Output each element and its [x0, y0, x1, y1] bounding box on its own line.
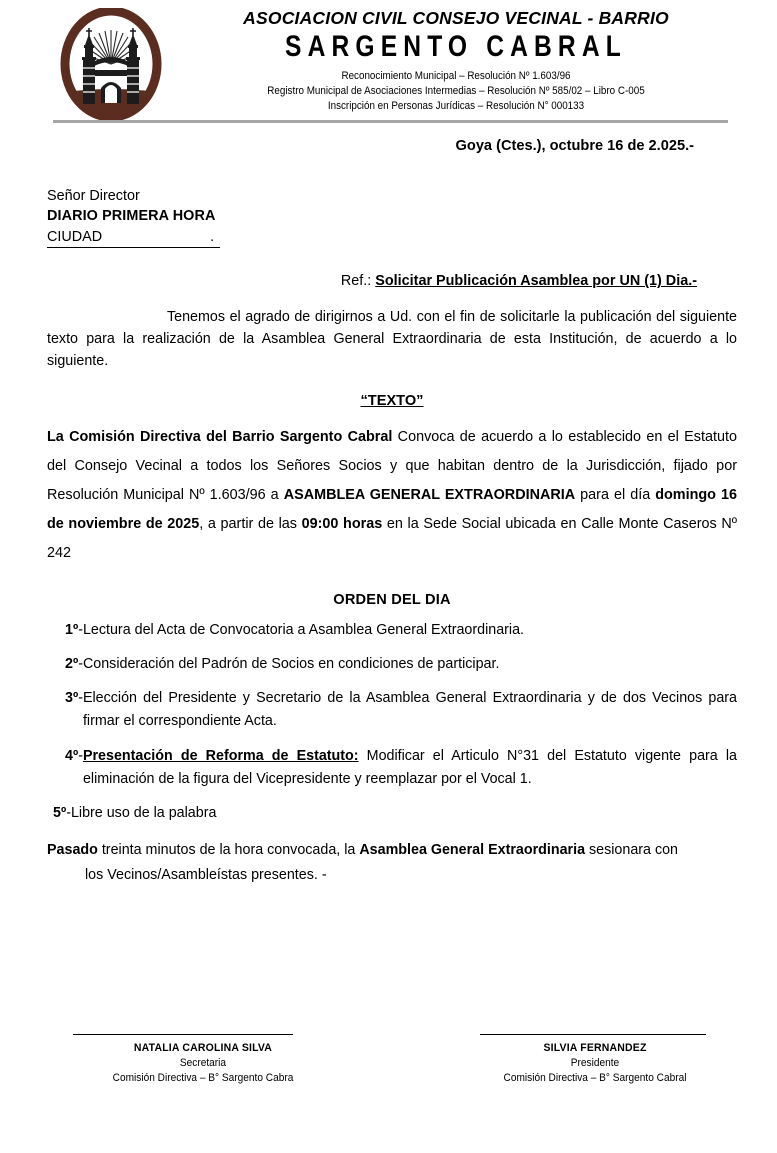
convocation-time: 09:00 horas [301, 515, 383, 532]
agenda-item-text: Elección del Presidente y Secretario de la Asamblea General Extraordinaria y de dos Vecinos para firmar el correspondiente Acta. [82, 690, 737, 730]
agenda-item-text: Libre uso de la palabra [70, 804, 217, 821]
intro-paragraph [47, 307, 737, 372]
intro-paragraph-text: Tenemos el agrado de dirigirnos a Ud. con el fin de solicitarle la publicación del siguiente texto para la realización de la Asamblea General Extraordinaria de esta Institución, de acuerdo a lo siguiente. [47, 309, 737, 369]
convocation-part6: , a partir de las [199, 515, 302, 532]
closing-bold-start: Pasado [47, 842, 98, 859]
agenda-item [47, 802, 737, 825]
addressee-city-text: CIUDAD [47, 228, 103, 245]
agenda-list [47, 619, 737, 825]
closing-second-line: los Vecinos/Asambleístas presentes. - [85, 867, 327, 884]
letterhead-text [175, 9, 737, 114]
addressee-city [47, 227, 220, 248]
closing-paragraph [47, 839, 737, 887]
document-body [47, 132, 737, 887]
agenda-item-dash: - [66, 804, 71, 821]
agenda-item-number: 1º [65, 621, 79, 638]
signature-block-secretary [33, 1034, 373, 1086]
reference-value: Solicitar Publicación Asamblea por UN (1) Dia.- [375, 273, 697, 290]
agenda-item [47, 619, 737, 642]
agenda-item [47, 653, 737, 676]
agenda-item-text [83, 745, 737, 791]
church-emblem-icon [57, 8, 165, 120]
agenda-item-emphasis: Presentación de Reforma de Estatuto: [82, 747, 359, 764]
agenda-heading: ORDEN DEL DIA [333, 591, 451, 608]
addressee-salutation: Señor Director [47, 188, 140, 204]
signature-name: SILVIA FERNANDEZ [543, 1042, 647, 1054]
convocation-part8: en la Sede Social ubicada en Calle Monte Caseros Nº 242 [47, 515, 737, 561]
addressee-organization: DIARIO PRIMERA HORA [47, 208, 216, 225]
letterhead-divider [53, 120, 728, 123]
date-line: Goya (Ctes.), octubre 16 de 2.025.- [455, 138, 694, 154]
registration-line-2: Registro Municipal de Asociaciones Intermedias – Resolución Nº 585/02 – Libro C-005 [267, 85, 645, 98]
agenda-item-body: Modificar el Articulo N°31 del Estatuto vigente para la eliminación de la figura del Vicepresidente y reemplazar por el Vocal 1. [82, 747, 737, 787]
convocation-subject: La Comisión Directiva del Barrio Sargento Cabral [47, 428, 393, 445]
agenda-item-dash: - [78, 656, 83, 673]
convocation-part2: Convoca de acuerdo a lo establecido en el Estatuto del Consejo Vecinal a todos los Señores Socios y que habitan dentro de la Jurisdicción, fijado por Resolución Municipal Nº 1.603/96 a [47, 428, 737, 503]
closing-tail: sesionara con [585, 842, 679, 859]
signature-area [0, 1034, 777, 1086]
signature-line [73, 1034, 293, 1035]
convocation-date: domingo 16 de noviembre de 2025 [47, 486, 737, 532]
reference-label: Ref.: [340, 273, 376, 290]
registration-lines [209, 69, 704, 114]
signature-name: NATALIA CAROLINA SILVA [133, 1042, 273, 1054]
convocation-assembly-type: ASAMBLEA GENERAL EXTRAORDINARIA [283, 486, 576, 503]
agenda-item-text: Lectura del Acta de Convocatoria a Asamblea General Extraordinaria. [82, 621, 525, 638]
agenda-item-number: 3º [65, 690, 79, 707]
organization-name-line2: SARGENTO CABRAL [285, 29, 627, 63]
signature-line [480, 1034, 706, 1035]
agenda-item [47, 687, 737, 733]
agenda-item-dash: - [78, 621, 83, 638]
organization-name-line1: ASOCIACION CIVIL CONSEJO VECINAL - BARRIO [243, 8, 669, 28]
letterhead [0, 0, 777, 118]
registration-line-1: Reconocimiento Municipal – Resolución Nº 1.603/96 [341, 70, 571, 83]
agenda-item-text: Consideración del Padrón de Socios en condiciones de participar. [82, 656, 500, 673]
reference-line [47, 273, 737, 289]
signature-role: Secretaria [179, 1057, 227, 1070]
agenda-item-dash: - [78, 747, 83, 764]
signature-organization: Comisión Directiva – B° Sargento Cabra [112, 1072, 294, 1085]
convocation-part4: para el día [575, 486, 656, 503]
convocation-block [47, 423, 737, 568]
agenda-item-number: 5º [53, 804, 67, 821]
addressee-city-period: . [210, 228, 215, 245]
closing-mid: treinta minutos de la hora convocada, la [97, 842, 360, 859]
agenda-item-dash: - [78, 690, 83, 707]
closing-assembly-name: Asamblea General Extraordinaria [359, 842, 586, 859]
signature-role: Presidente [570, 1057, 620, 1070]
signature-organization: Comisión Directiva – B° Sargento Cabral [503, 1072, 687, 1085]
agenda-item [47, 745, 737, 791]
signature-block-president [425, 1034, 765, 1086]
texto-heading: “TEXTO” [360, 392, 424, 409]
organization-logo [57, 8, 165, 120]
addressee-block [47, 186, 737, 248]
agenda-item-number: 4º [65, 747, 79, 764]
agenda-item-number: 2º [65, 656, 79, 673]
registration-line-3: Inscripción en Personas Jurídicas – Resolución N° 000133 [327, 100, 585, 113]
